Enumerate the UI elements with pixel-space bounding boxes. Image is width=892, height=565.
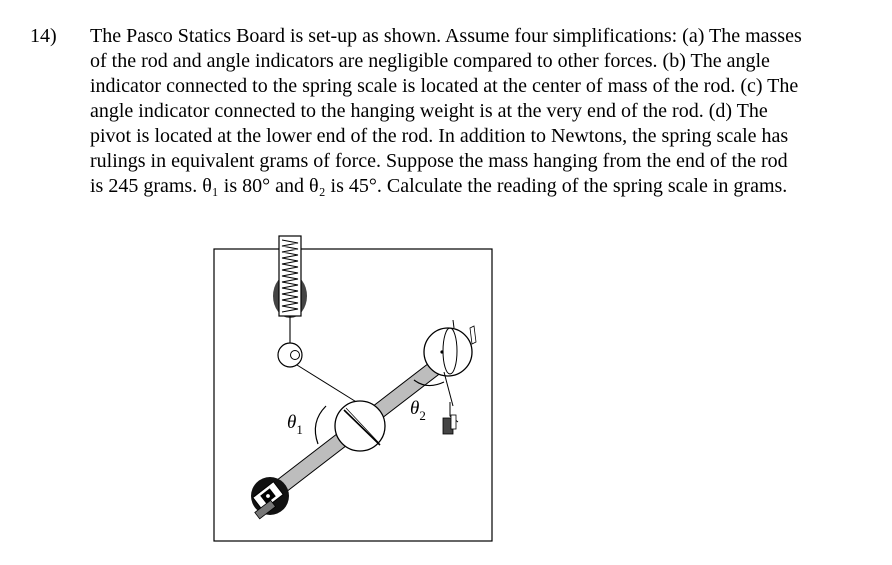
pulley-hub <box>291 351 300 360</box>
question-line: pivot is located at the lower end of the rod. In addition to Newtons, the spring scale has <box>90 125 789 147</box>
end-indicator-stem <box>453 320 454 328</box>
weight-string <box>444 372 453 406</box>
theta1-label: $\theta_1$ <box>287 412 303 437</box>
question-line: is 245 grams. θ₁ is 80° and θ₂ is 45°. Calculate the reading of the spring scale in grams. <box>90 175 788 197</box>
statics-board-figure <box>210 230 510 550</box>
end-angle-indicator <box>424 328 472 376</box>
question-line: The Pasco Statics Board is set-up as shown. Assume four simplifications: (a) The masses <box>90 25 802 47</box>
theta2-label: $\theta_2$ <box>410 398 426 423</box>
end-indicator-center <box>440 350 443 353</box>
question-number: 14) <box>30 25 57 47</box>
end-indicator-clip <box>470 326 476 344</box>
weight-holder <box>451 415 456 429</box>
string <box>297 365 358 403</box>
theta1-arc <box>315 406 326 444</box>
question-line: of the rod and angle indicators are negligible compared to other forces. (b) The angle <box>90 50 770 72</box>
question-text <box>90 24 860 199</box>
question-line: angle indicator connected to the hanging weight is at the very end of the rod. (d) The <box>90 100 768 122</box>
question-line: indicator connected to the spring scale is located at the center of mass of the rod. (c) The <box>90 75 799 97</box>
pivot-hole <box>266 494 270 498</box>
question-line: rulings in equivalent grams of force. Suppose the mass hanging from the end of the rod <box>90 150 788 172</box>
